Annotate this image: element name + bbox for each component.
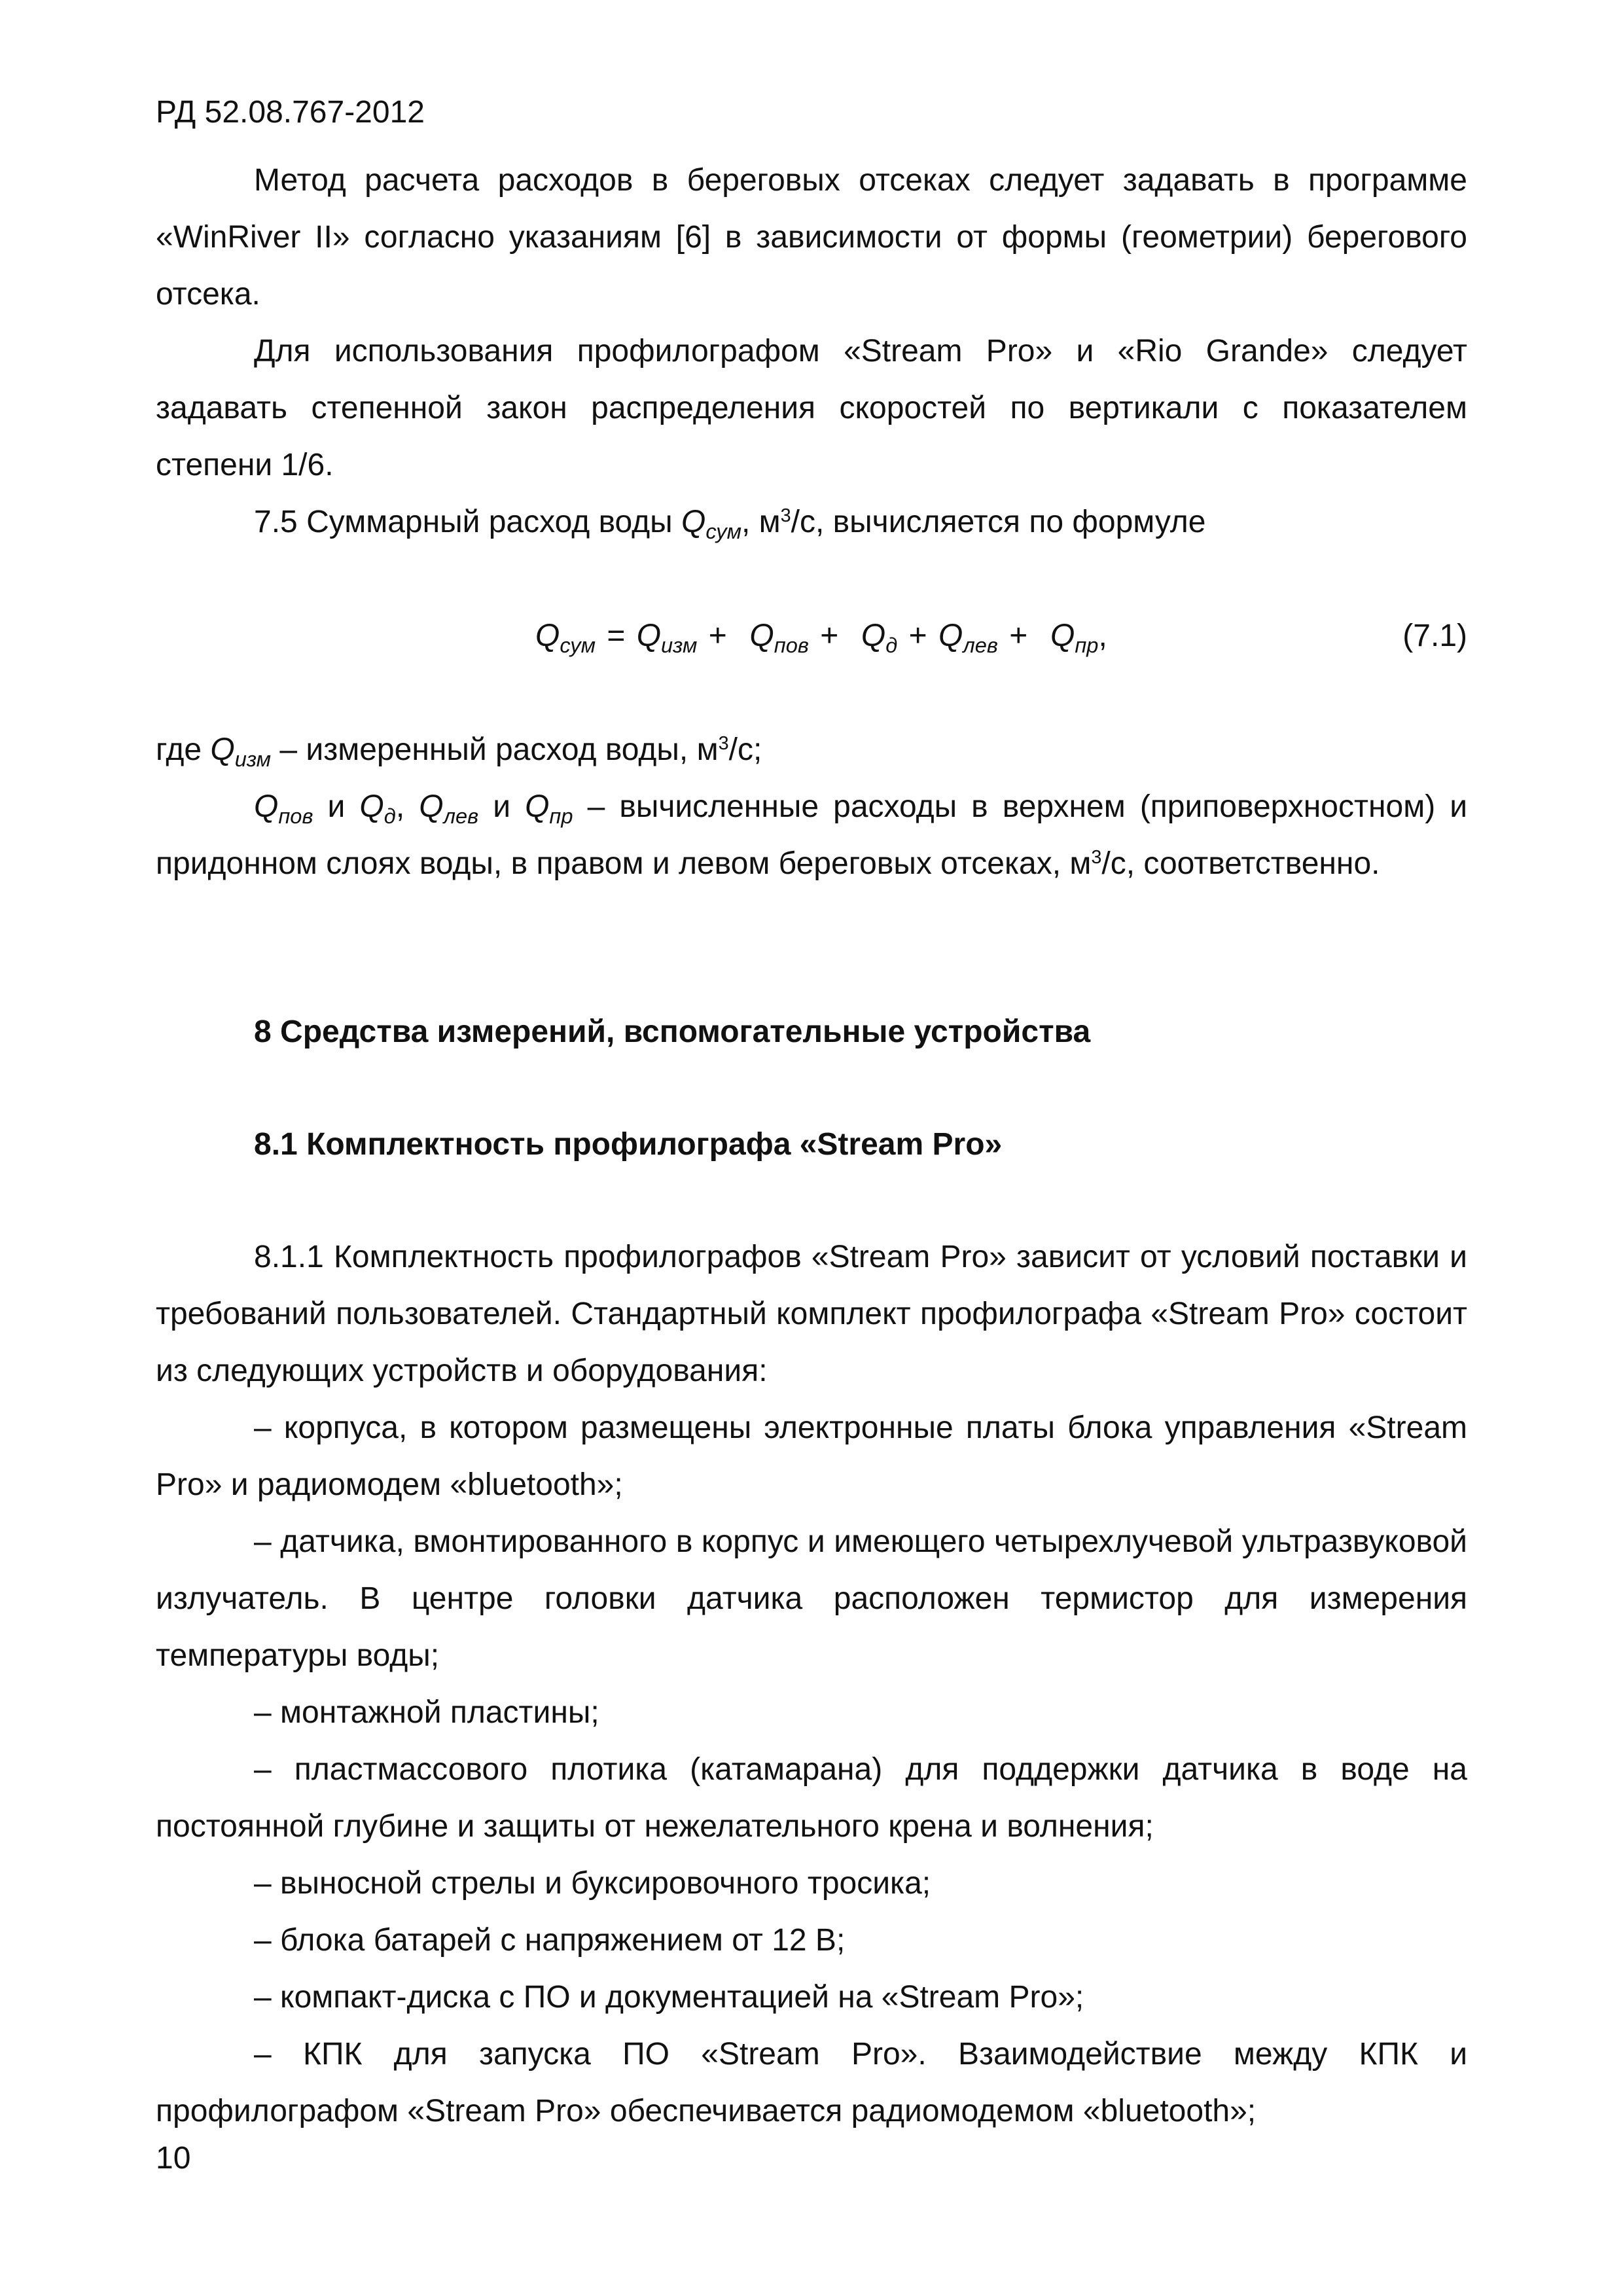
formula-7-1 — [156, 607, 1467, 664]
list-item: – выносной стрелы и буксировочного тросика; — [254, 1866, 931, 1901]
page-content — [156, 152, 1467, 2140]
list-item: – корпуса, в котором размещены электронные платы блока управления «Stream Pro» и радиомодем «bluetooth»; — [156, 1410, 1467, 1502]
paragraph-7-5: 7.5 Суммарный расход воды $Q_{сум}$, $м^3/с$, вычисляется по формуле — [254, 505, 1206, 543]
list-item: – пластмассового плотика (катамарана) для поддержки датчика в воде на постоянной глубине и защиты от нежелательного крена и волнения; — [156, 1752, 1467, 1844]
p75-text-after: /с, вычисляется по формуле — [791, 505, 1206, 539]
paragraph-8-1-1: 8.1.1 Комплектность профилографов «Stream Pro» зависит от условий поставки и требований пользователей. Стандартный комплект профилографа «Stream Pro» состоит из следующих устройств и оборудования: — [156, 1240, 1467, 1388]
list-item: – датчика, вмонтированного в корпус и имеющего четырехлучевой ультразвуковой излучатель. В центре головки датчика расположен термистор для измерения температуры воды; — [156, 1524, 1467, 1673]
document-number: РД 52.08.767-2012 — [156, 95, 425, 130]
list-item: – компакт-диска с ПО и документацией на «Stream Pro»; — [254, 1980, 1084, 2015]
where-computed-flows: $Q_{пов}$ и $Q_д$, $Q_{лев}$ и $Q_{пр}$ – вычисленные расходы в верхнем (приповерхностном) и придонном слоях воды, в правом и левом береговых отсеках, $м^3/с$, соответственно. — [156, 789, 1468, 881]
paragraph-power-law: Для использования профилографом «Stream Pro» и «Rio Grande» следует задавать степенной закон распределения скоростей по вертикали с показателем степени 1/6. — [156, 334, 1467, 482]
section-heading-8-1: 8.1 Комплектность профилографа «Stream Pro» — [254, 1127, 1003, 1162]
section-heading-8: 8 Средства измерений, вспомогательные устройства — [254, 1014, 1091, 1049]
list-item: – блока батарей с напряжением от 12 В; — [254, 1923, 846, 1958]
equation-number: (7.1) — [1402, 619, 1467, 653]
list-item: – монтажной пластины; — [254, 1695, 599, 1730]
page-number: 10 — [156, 2141, 191, 2176]
p75-text-before: 7.5 Суммарный расход воды — [254, 505, 682, 539]
formula-expression: $Q_{сум} = Q_{изм} + Q_{пов} + Q_д + Q_{лев} + Q_{пр}$, — [535, 619, 1107, 657]
where-q-izm: где $Q_{изм}$ – измеренный расход воды, $м^3/с$; — [156, 732, 762, 771]
q-sum-inline: $Q_{сум}$ — [681, 505, 741, 543]
paragraph-method: Метод расчета расходов в береговых отсеках следует задавать в программе «WinRiver II» согласно указаниям [6] в зависимости от формы (геометрии) берегового отсека. — [156, 163, 1467, 312]
list-item: – КПК для запуска ПО «Stream Pro». Взаимодействие между КПК и профилографом «Stream Pro» обеспечивается радиомодемом «bluetooth»; — [156, 2037, 1467, 2128]
